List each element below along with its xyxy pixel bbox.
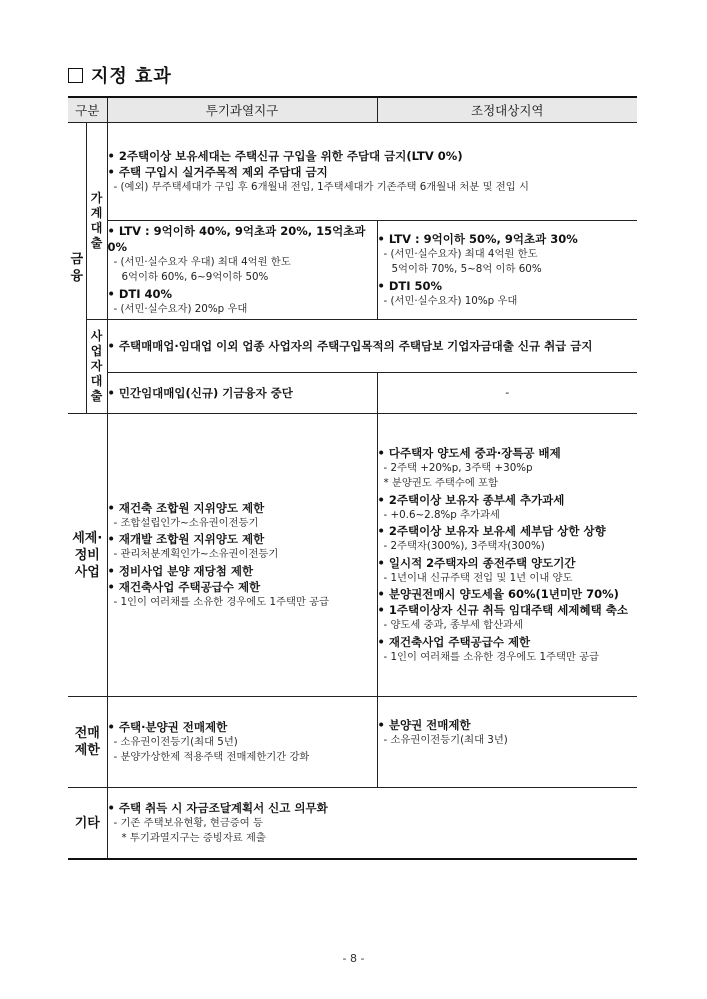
detail-line: - 1인이 여러채를 소유한 경우에도 1주택만 공급 xyxy=(383,650,599,663)
checkbox-square-icon xyxy=(68,68,83,83)
detail-line: - 양도세 중과, 종부세 합산과세 xyxy=(383,619,523,632)
tax-row xyxy=(68,414,637,697)
detail-line: - (서민·실수요자) 20%p 우대 xyxy=(113,302,248,315)
resale-row xyxy=(68,697,637,788)
business-loan-row-2 xyxy=(68,373,637,414)
bullet-item: • 일시적 2주택자의 종전주택 양도기간 xyxy=(377,555,576,570)
detail-line: - 2주택자(300%), 3주택자(300%) xyxy=(383,540,545,553)
bullet-item: • 재건축사업 주택공급수 제한 xyxy=(377,634,531,649)
household-loan-label: 가계대출 xyxy=(86,123,107,320)
bullet-item: • 주택 취득 시 자금조달계획서 신고 의무화 xyxy=(107,800,328,815)
header-speculation-zone: 투기과열지구 xyxy=(107,97,377,123)
tax-adjustment-cell xyxy=(377,414,637,697)
bullet-item: • LTV : 9억이하 40%, 9억초과 20%, 15억초과 0% xyxy=(107,223,366,254)
other-row xyxy=(68,788,637,860)
business-loan-common-cell: • 주택매매업·임대업 이외 업종 사업자의 주택구입목적의 주택담보 기업자금대출 신규 취급 금지 xyxy=(107,320,637,373)
detail-line: - 1년이내 신규주택 전입 및 1년 이내 양도 xyxy=(383,571,573,584)
detail-line: * 투기과열지구는 증빙자료 제출 xyxy=(121,832,266,844)
bullet-item: • LTV : 9억이하 50%, 9억초과 30% xyxy=(377,231,578,246)
detail-line: - 소유권이전등기(최대 3년) xyxy=(383,734,508,746)
other-label: 기타 xyxy=(68,788,107,860)
bullet-item: • DTI 50% xyxy=(377,278,443,293)
household-speculation-cell xyxy=(107,221,377,320)
detail-line: - (서민·실수요자) 10%p 우대 xyxy=(383,294,518,307)
finance-household-split-row xyxy=(68,221,637,320)
detail-line: 5억이하 70%, 5~8억 이하 60% xyxy=(391,263,542,276)
bullet-item: • 분양권 전매제한 xyxy=(377,718,471,732)
bullet-item: • 분양권전매시 양도세율 60%(1년미만 70%) xyxy=(377,587,619,602)
household-adjustment-cell xyxy=(377,221,637,320)
detail-line: 6억이하 60%, 6~9억이하 50% xyxy=(121,271,269,284)
bullet-item: • 1주택이상자 신규 취득 임대주택 세제혜택 축소 xyxy=(377,603,628,618)
household-common-cell xyxy=(107,123,637,221)
bullet-item: • DTI 40% xyxy=(107,286,173,301)
bullet-item: • 주택·분양권 전매제한 xyxy=(107,719,228,734)
bullet-item: • 2주택이상 보유자 종부세 추가과세 xyxy=(377,492,565,507)
header-category: 구분 xyxy=(68,97,107,123)
business-loan-speculation-cell: • 민간임대매입(신규) 기금융자 중단 xyxy=(107,373,377,414)
detail-line: - 2주택 +20%p, 3주택 +30%p xyxy=(383,461,533,474)
header-adjustment-zone: 조정대상지역 xyxy=(377,97,637,123)
bullet-item: • 재건축 조합원 지위양도 제한 xyxy=(107,500,265,515)
business-loan-adjustment-cell: - xyxy=(377,373,637,414)
detail-line: - 관리처분계획인가~소유권이전등기 xyxy=(113,548,279,561)
detail-line: - 분양가상한제 적용주택 전매제한기간 강화 xyxy=(113,751,310,763)
bullet-item: • 재건축사업 주택공급수 제한 xyxy=(107,579,261,594)
header-row xyxy=(68,97,637,123)
page-number: - 8 - xyxy=(342,952,365,965)
detail-line: - 기존 주택보유현황, 현금증여 등 xyxy=(113,816,263,829)
other-common-cell xyxy=(107,788,637,860)
business-loan-label: 사업자대출 xyxy=(86,320,107,414)
bullet-item: • 정비사업 분양 재당첨 제한 xyxy=(107,563,254,578)
tax-label: 세제·정비사업 xyxy=(68,414,107,697)
detail-line: - 소유권이전등기(최대 5년) xyxy=(113,735,238,748)
section-title xyxy=(68,62,172,88)
bullet-item: • 주택 구입시 실거주목적 제외 주담대 금지 xyxy=(107,164,328,179)
finance-label: 금융 xyxy=(68,123,86,414)
tax-speculation-cell xyxy=(107,414,377,697)
business-loan-row-1 xyxy=(68,320,637,373)
detail-line: - +0.6~2.8%p 추가과세 xyxy=(383,508,500,521)
detail-line: - (서민·실수요자) 최대 4억원 한도 xyxy=(383,247,538,260)
bullet-item: • 2주택이상 보유자 보유세 세부담 상한 상향 xyxy=(377,524,606,539)
bullet-item: • 재개발 조합원 지위양도 제한 xyxy=(107,532,265,547)
bullet-item: • 다주택자 양도세 중과·장특공 배제 xyxy=(377,445,561,460)
bullet-item: • 2주택이상 보유세대는 주택신규 구입을 위한 주담대 금지(LTV 0%) xyxy=(107,148,463,163)
resale-label: 전매제한 xyxy=(68,697,107,788)
detail-line: - 1인이 여러채를 소유한 경우에도 1주택만 공급 xyxy=(113,595,329,608)
detail-line: - 조합설립인가~소유권이전등기 xyxy=(113,516,259,529)
effects-table xyxy=(68,96,637,860)
resale-speculation-cell xyxy=(107,697,377,788)
resale-adjustment-cell xyxy=(377,697,637,788)
detail-line: * 분양권도 주택수에 포함 xyxy=(383,477,498,490)
finance-household-top-row xyxy=(68,123,637,221)
detail-line: - (예외) 무주택세대가 구입 후 6개월내 전입, 1주택세대가 기존주택 6개월내 처분 및 전입 시 xyxy=(113,180,529,193)
detail-line: - (서민·실수요자 우대) 최대 4억원 한도 xyxy=(113,255,291,268)
section-title-text: 지정 효과 xyxy=(91,66,172,87)
